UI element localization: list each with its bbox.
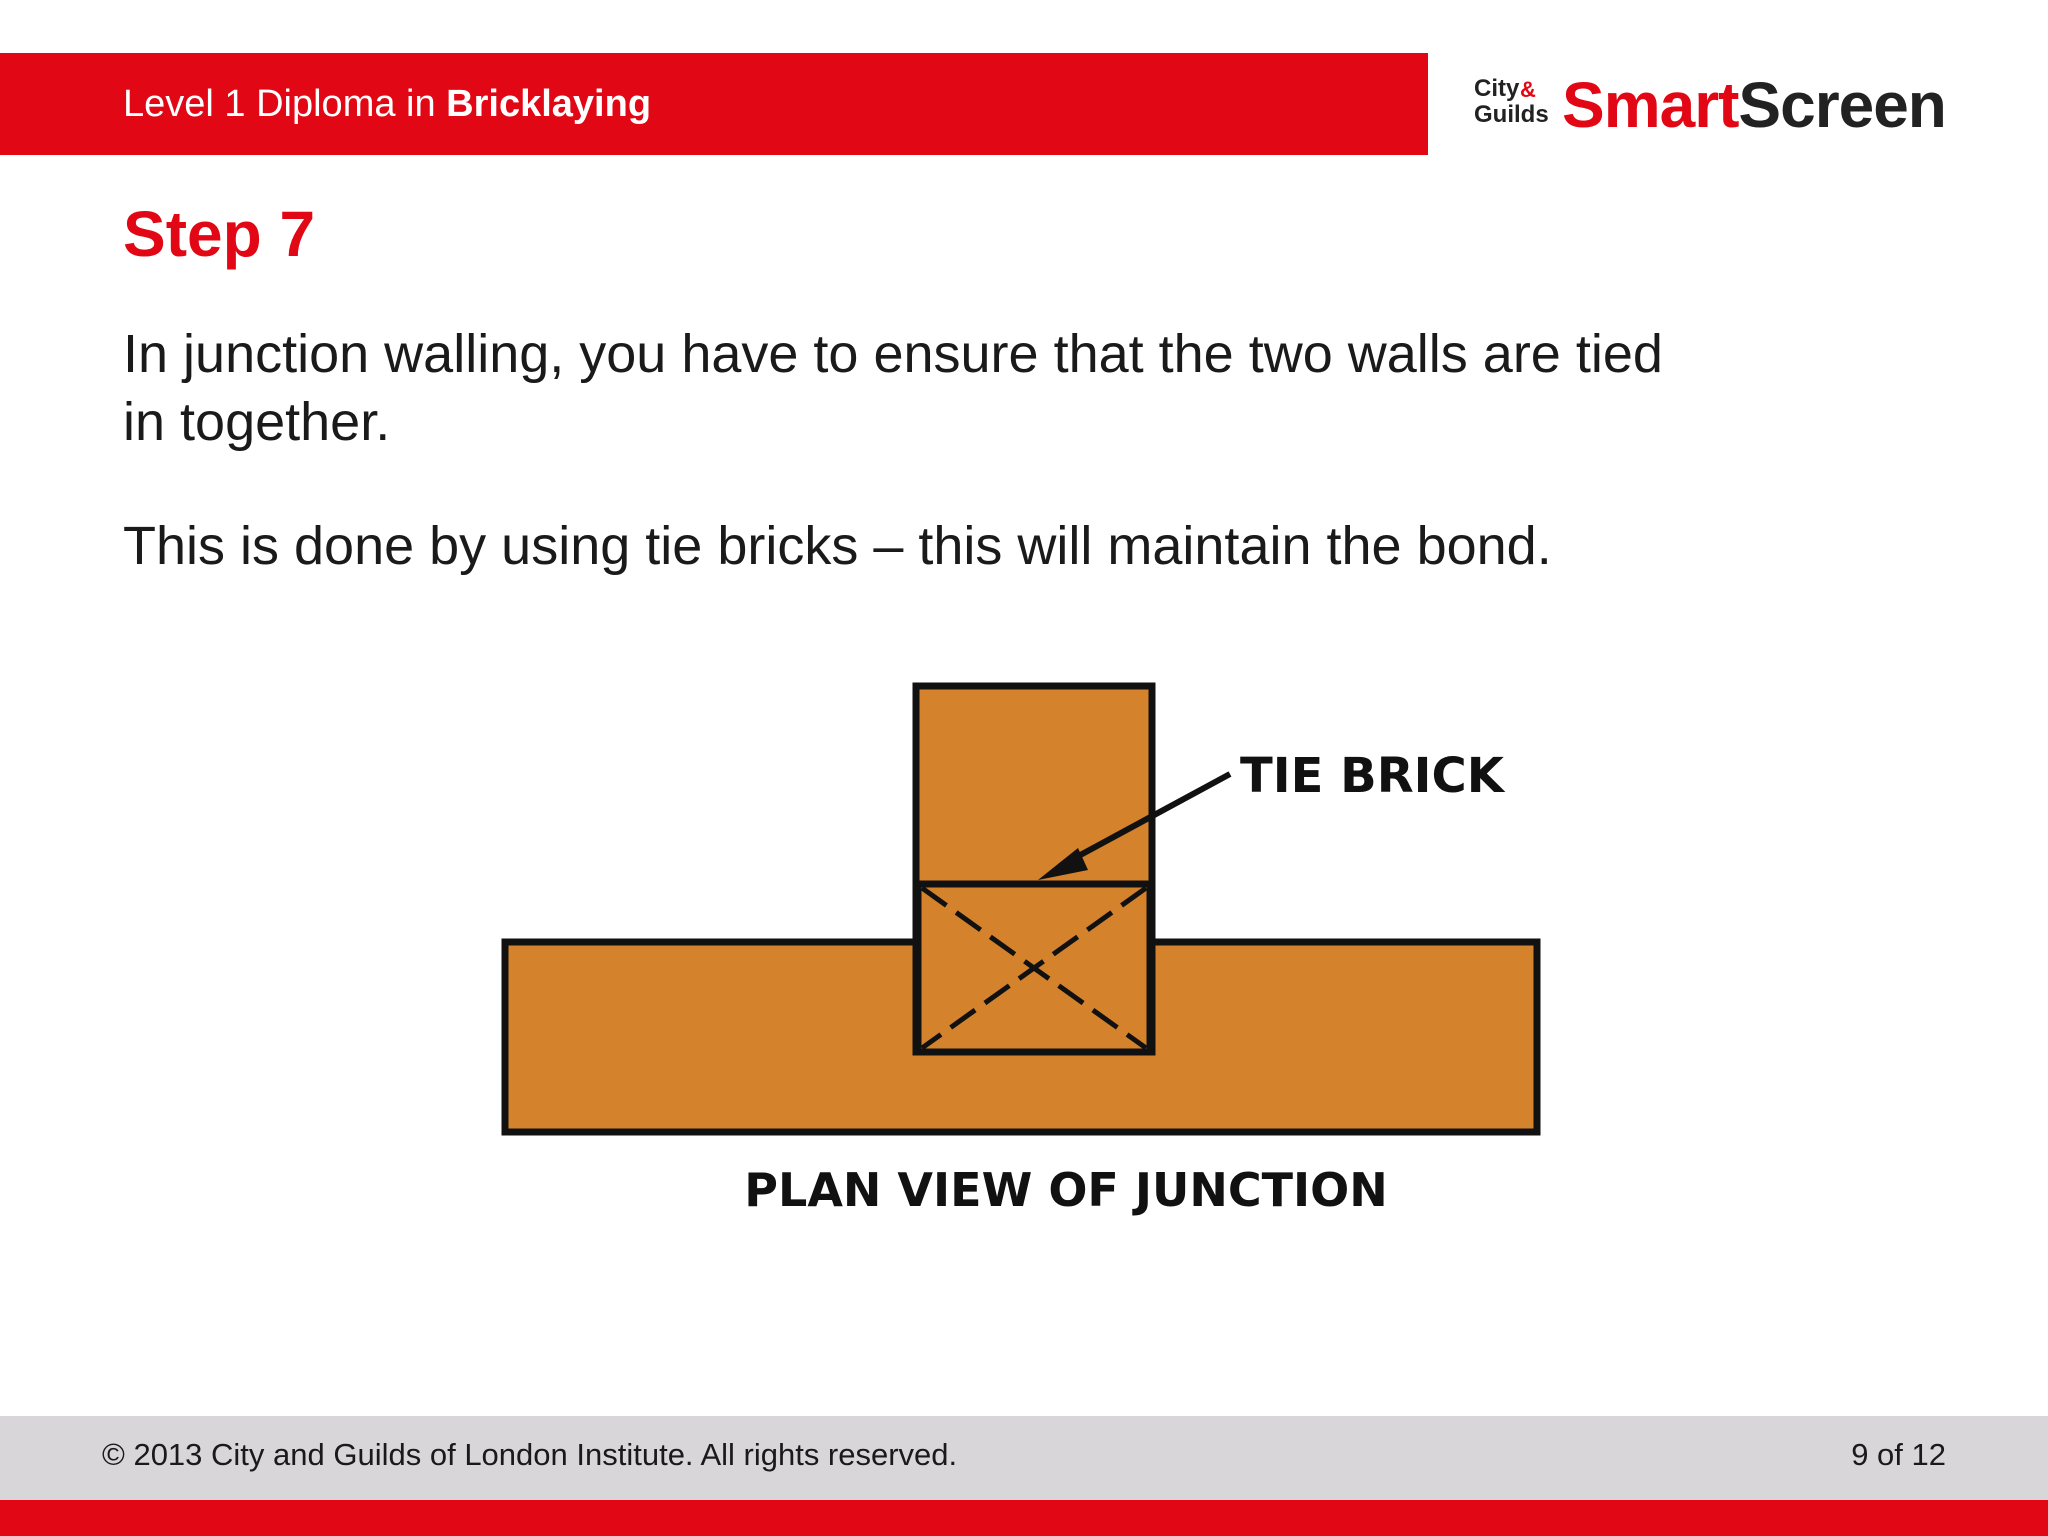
city-and-guilds-logo bbox=[1474, 77, 1552, 131]
course-prefix: Level 1 Diploma in bbox=[123, 83, 447, 125]
logo-amp-text: & bbox=[1520, 77, 1536, 102]
bottom-red-bar bbox=[0, 1500, 2048, 1536]
body-paragraph-2: This is done by using tie bricks – this will maintain the bond. bbox=[123, 516, 1552, 576]
course-subject: Bricklaying bbox=[446, 83, 652, 125]
body-paragraph-1: In junction walling, you have to ensure that the two walls are tied in together. bbox=[123, 324, 1663, 452]
course-title bbox=[123, 79, 651, 129]
logo-guilds-text: Guilds bbox=[1474, 101, 1549, 128]
diagram-caption: PLAN VIEW OF JUNCTION bbox=[744, 1163, 1388, 1217]
tie-brick-label: TIE BRICK bbox=[1240, 748, 1504, 804]
brand-smart: Smart bbox=[1562, 69, 1739, 141]
junction-diagram bbox=[490, 670, 1560, 1230]
brand-screen: Screen bbox=[1738, 69, 1946, 141]
slide-title: Step 7 bbox=[123, 198, 316, 270]
smartscreen-logo bbox=[1562, 68, 1946, 142]
page-number: 9 of 12 bbox=[1851, 1437, 1946, 1472]
copyright-text: © 2013 City and Guilds of London Institute. All rights reserved. bbox=[102, 1437, 958, 1472]
logo-city-text: City bbox=[1474, 75, 1520, 102]
